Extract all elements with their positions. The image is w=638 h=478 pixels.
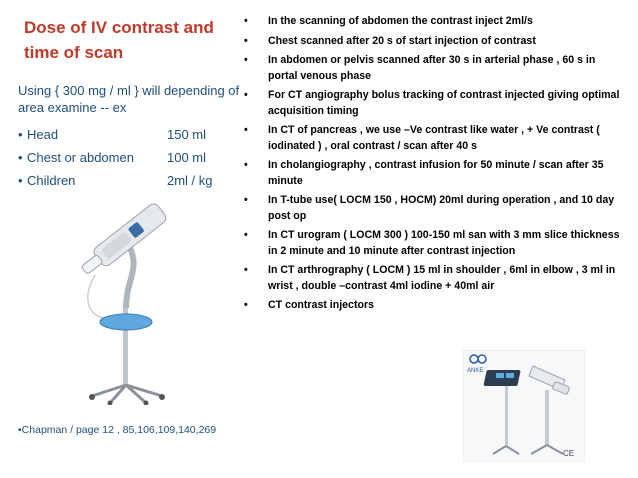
bullet: • [244,15,248,27]
bullet: • [244,194,248,206]
bullet: • [244,54,248,66]
dose-value: 2ml / kg [167,173,213,188]
bullet: • [244,124,248,136]
dose-value: 150 ml [167,127,207,142]
bullet: • [244,229,248,241]
dose-label: Chest or abdomen [27,150,134,165]
dose-label: Children [27,173,76,188]
protocol-item: • In the scanning of abdomen the contrast inject 2ml/s [244,14,624,30]
bullet: • [244,264,248,276]
protocol-list [244,14,624,318]
protocol-item: • CT contrast injectors [244,298,624,314]
protocol-item: • In T-tube use( LOCM 150 , HOCM) 20ml during operation , and 10 day post op [244,193,624,224]
dose-label: Head [27,127,59,142]
intro-text: Using { 300 mg / ml } will depending of area examine -- ex [18,83,240,115]
dose-value: 100 ml [167,150,207,165]
bullet: • [244,299,248,311]
bullet: • [244,159,248,171]
protocol-item: • In CT arthrography ( LOCM ) 15 ml in shoulder , 6ml in elbow , 3 ml in wrist , double –contrast 4ml iodine + 40ml air [244,263,624,294]
dose-item-children [18,169,250,192]
bullet: • [18,173,23,188]
protocol-item: • For CT angiography bolus tracking of contrast injected giving optimal acquisition timing [244,88,624,119]
bullet: • [18,150,23,165]
protocol-item: • In abdomen or pelvis scanned after 30 s in arterial phase , 60 s in portal venous phase [244,53,624,84]
slide-title: Dose of IV contrast and time of scan [24,18,214,62]
bullet: • [244,89,248,101]
bullet: • [244,34,248,47]
dose-item-chest-abdomen [18,146,250,169]
dose-item-head [18,123,250,146]
protocol-item: • In cholangiography , contrast infusion for 50 minute / scan after 35 minute [244,158,624,189]
protocol-item: • Chest scanned after 20 s of start injection of contrast [244,34,624,50]
protocol-item: • In CT urogram ( LOCM 300 ) 100-150 ml san with 3 mm slice thickness in 2 minute and 10 minute after contrast injection [244,228,624,259]
contrast-injector-on-stand-icon [70,200,190,405]
brand-label: ANKE [467,368,484,374]
dose-list [18,123,250,192]
reference-note: •Chapman / page 12 , 85,106,109,140,269 [18,424,217,436]
protocol-item: • In CT of pancreas , we use –Ve contrast like water , + Ve contrast ( iodinated ) , oral contrast / scan after 40 s [244,123,624,154]
bullet: • [18,127,23,142]
ct-contrast-injector-product-icon [463,350,585,462]
ce-mark: CE [563,449,575,458]
